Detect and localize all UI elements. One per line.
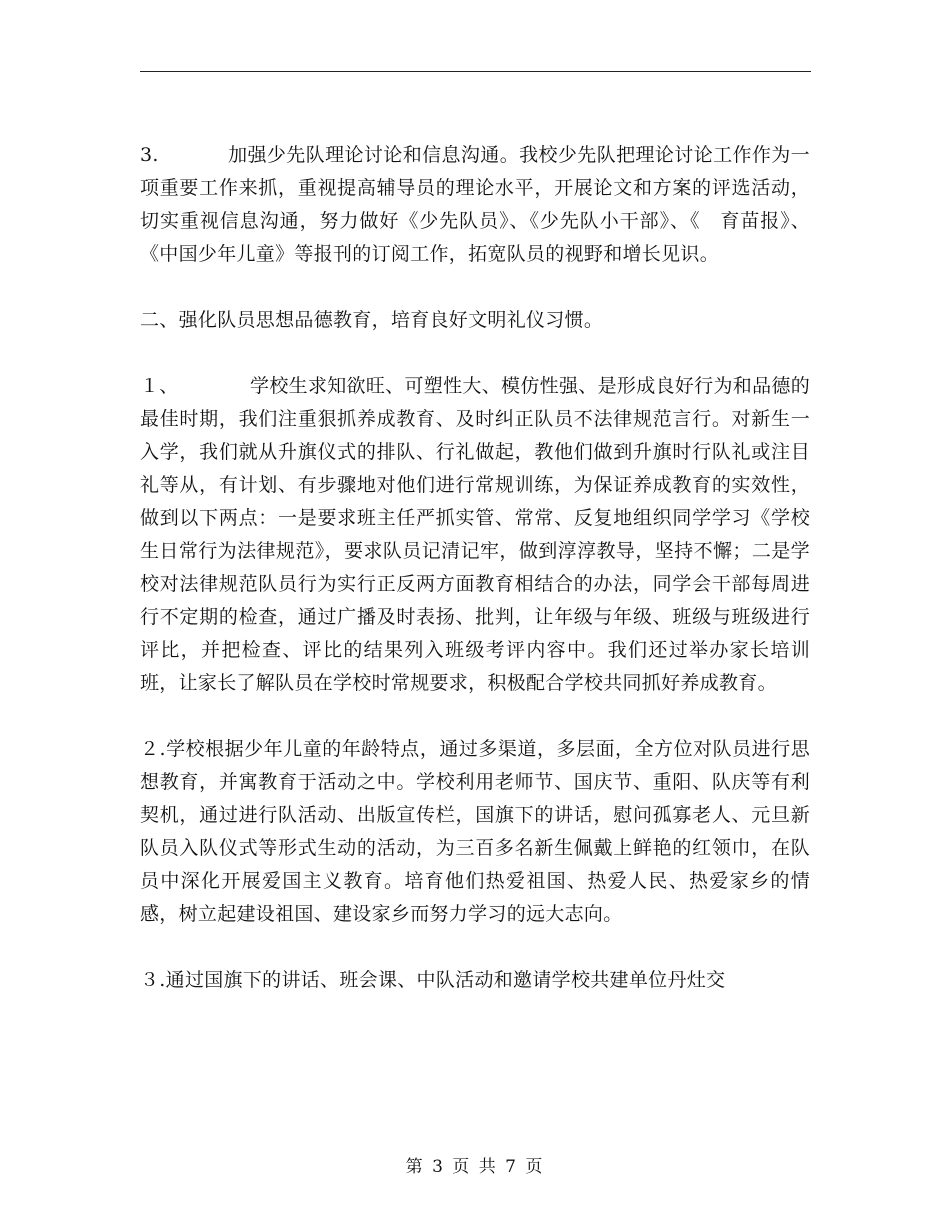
paragraph-flag-speech (140, 964, 810, 997)
paragraph-text: ３.通过国旗下的讲话、班会课、中队活动和邀请学校共建单位丹灶交 (140, 969, 726, 991)
section-heading-text: 二、强化队员思想品德教育，培育良好文明礼仪习惯。 (140, 309, 604, 331)
document-body (140, 139, 810, 997)
paragraph-number: １、 (140, 375, 179, 397)
paragraph-theory-communication (140, 139, 810, 271)
section-heading (140, 304, 810, 337)
paragraph-text: 学校生求知欲旺、可塑性大、模仿性强、是形成良好行为和品德的最佳时期，我们注重狠抓养成教育、及时纠正队员不法律规范言行。对新生一入学，我们就从升旗仪式的排队、行礼做起，教他们做到升旗时行队礼或注目礼等从，有计划、有步骤地对他们进行常规训练，为保证养成教育的实效性，做到以下两点：一是要求班主任严抓实管、常常、反复地组织同学学习《学校生日常行为法律规范》，要求队员记清记牢，做到淳淳教导，坚持不懈；二是学校对法律规范队员行为实行正反两方面教育相结合的办法，同学会干部每周进行不定期的检查，通过广播及时表扬、批判，让年级与年级、班级与班级进行评比，并把检查、评比的结果列入班级考评内容中。我们还过举办家长培训班，让家长了解队员在学校时常规要求，积极配合学校共同抓好养成教育。 (140, 375, 810, 694)
page-number-footer: 第 3 页 共 7 页 (405, 1157, 545, 1177)
paragraph-text: 加强少先队理论讨论和信息沟通。我校少先队把理论讨论工作作为一项重要工作来抓，重视提高辅导员的理论水平，开展论文和方案的评选活动，切实重视信息沟通，努力做好《少先队员》、《少先队小干部》、《 育苗报》、《中国少年儿童》等报刊的订阅工作，拓宽队员的视野和增长见识。 (140, 144, 810, 265)
paragraph-ideological-education (140, 733, 810, 931)
paragraph-habit-education (140, 370, 810, 700)
paragraph-number: 3. (140, 144, 159, 166)
header-rule (140, 71, 811, 72)
paragraph-text: ２.学校根据少年儿童的年龄特点，通过多渠道，多层面，全方位对队员进行思想教育，并寓教育于活动之中。学校利用老师节、国庆节、重阳、队庆等有利契机，通过进行队活动、出版宣传栏，国旗下的讲话，慰问孤寡老人、元旦新队员入队仪式等形式生动的活动，为三百多名新生佩戴上鲜艳的红领巾，在队员中深化开展爱国主义教育。培育他们热爱祖国、热爱人民、热爱家乡的情感，树立起建设祖国、建设家乡而努力学习的远大志向。 (140, 738, 810, 925)
